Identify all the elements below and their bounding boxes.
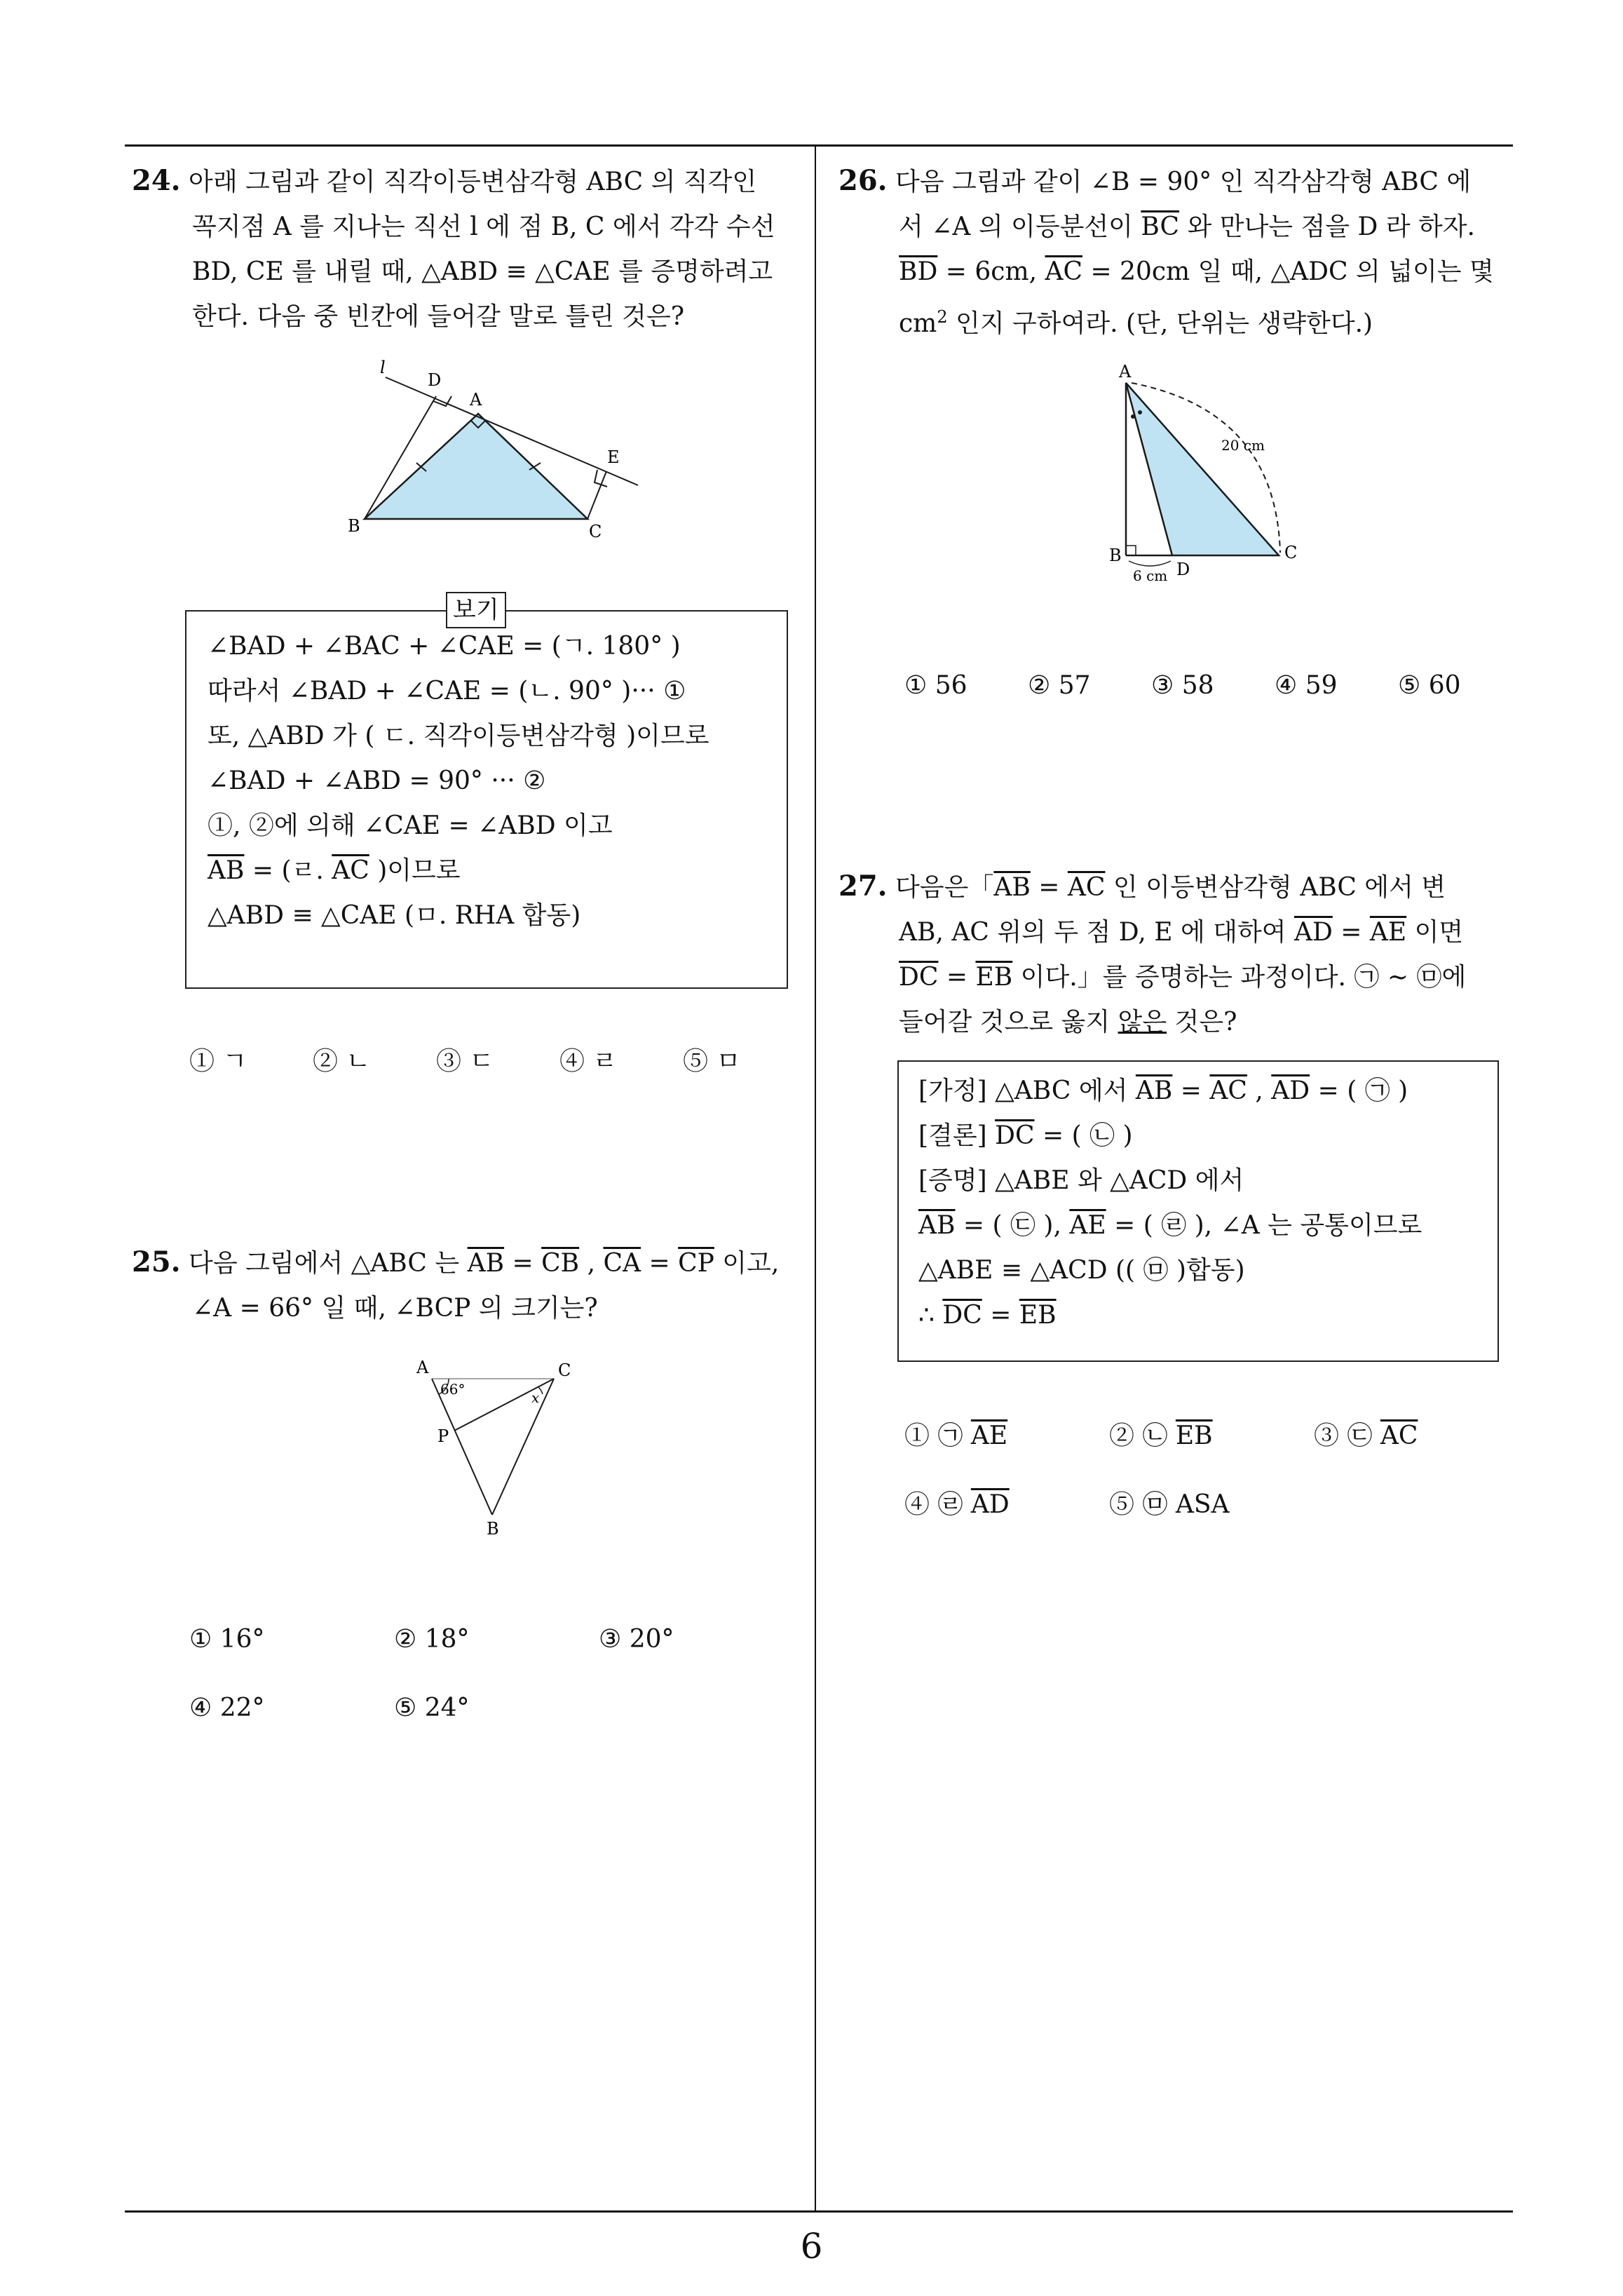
question-26: 26. 다음 그림과 같이 ∠B = 90° 인 직각삼각형 ABC 에 서 ∠A 의 이등분선이 $\overline{BC}$ 와 만나는 점을 D 라 하자. $\overline{BD} = 6cm$, $\overline{AC} = 20cm$ 일 때, △ADC 의 넓이는 몇 $cm^2$ 인지 구하여라. (단, 단위는 생략한다.) bbox=[838, 158, 1512, 346]
option-4[interactable]: ④ ㄹ bbox=[559, 1047, 618, 1076]
option-3[interactable]: ③ ㉢ $\overline{AC}$ bbox=[1314, 1422, 1418, 1450]
option-1[interactable]: ① ㉠ $\overline{AE}$ bbox=[904, 1422, 1008, 1450]
label-a: A bbox=[416, 1358, 429, 1377]
question-25: 25. 다음 그림에서 △ABC 는 $\overline{AB} = \overline{CB}$ , $\overline{CA} = \overline{CP}$ 이고, ∠A = 66° 일 때, ∠BCP 의 크기는? bbox=[132, 1240, 805, 1331]
question-text-line: 아래 그림과 같이 직각이등변삼각형 ABC 의 직각인 bbox=[189, 168, 757, 196]
box-line: △ABE ≡ △ACD (( ㉤ )합동) bbox=[918, 1256, 1245, 1285]
box-line: $\overline{AB}$ = (ㄹ. $\overline{AC}$ )이므로 bbox=[208, 856, 461, 885]
label-c: C bbox=[589, 522, 602, 541]
option-3[interactable]: ③ 58 bbox=[1151, 671, 1214, 700]
label-b: B bbox=[487, 1519, 499, 1539]
label-c: C bbox=[558, 1360, 571, 1380]
angle-dot-1 bbox=[1131, 414, 1135, 419]
option-4[interactable]: ④ 59 bbox=[1275, 671, 1338, 700]
page-number: 6 bbox=[800, 2226, 823, 2267]
label-b: B bbox=[348, 516, 360, 536]
label-p: P bbox=[437, 1426, 449, 1446]
brace-bd bbox=[1129, 561, 1171, 566]
bottom-rule bbox=[125, 2210, 1513, 2213]
q26-figure bbox=[1101, 362, 1325, 586]
triangle-adc bbox=[1126, 383, 1279, 555]
question-text-line: $\overline{BD} = 6cm$, $\overline{AC} = 20cm$ 일 때, △ADC 의 넓이는 몇 bbox=[899, 257, 1494, 286]
column-divider bbox=[815, 144, 816, 2212]
question-text-line: 한다. 다음 중 빈칸에 들어갈 말로 틀린 것은? bbox=[192, 302, 685, 331]
question-24 bbox=[132, 158, 805, 339]
box-line: ①, ②에 의해 ∠CAE = ∠ABD 이고 bbox=[208, 811, 613, 840]
label-l: l bbox=[380, 358, 386, 377]
option-2[interactable]: ② ㉡ $\overline{EB}$ bbox=[1109, 1422, 1213, 1450]
label-20cm: 20 cm bbox=[1221, 437, 1265, 454]
option-5[interactable]: ⑤ ㅁ bbox=[683, 1047, 741, 1076]
label-x: x bbox=[531, 1389, 540, 1406]
option-5[interactable]: ⑤ 24° bbox=[394, 1694, 470, 1722]
label-66: 66° bbox=[440, 1381, 466, 1398]
label-a: A bbox=[1119, 362, 1132, 381]
option-5[interactable]: ⑤ 60 bbox=[1398, 671, 1461, 700]
option-2[interactable]: ② 18° bbox=[394, 1625, 470, 1654]
question-number: 24. bbox=[132, 164, 181, 197]
question-text-line: ∠A = 66° 일 때, ∠BCP 의 크기는? bbox=[192, 1294, 598, 1323]
box-line: [가정] △ABC 에서 $\overline{AB} = \overline{AC}$ , $\overline{AD}$ = ( ㉠ ) bbox=[918, 1076, 1408, 1105]
label-e: E bbox=[607, 447, 620, 467]
angle-dot-2 bbox=[1138, 410, 1142, 414]
question-number: 25. bbox=[132, 1245, 181, 1278]
question-text-line: AB, AC 위의 두 점 D, E 에 대하여 $\overline{AD} = \overline{AE}$ 이면 bbox=[899, 918, 1464, 947]
option-4[interactable]: ④ 22° bbox=[189, 1694, 265, 1722]
label-c: C bbox=[1284, 543, 1298, 562]
q27-proof-box bbox=[897, 1060, 1499, 1362]
q24-figure bbox=[337, 358, 659, 547]
question-text-line: $\overline{DC} = \overline{EB}$ 이다.」를 증명하는 과정이다. ㉠ ~ ㉤에 bbox=[899, 963, 1467, 992]
label-d: D bbox=[428, 370, 442, 390]
option-4[interactable]: ④ ㉣ $\overline{AD}$ bbox=[904, 1490, 1010, 1519]
box-line: 또, △ABD 가 ( ㄷ. 직각이등변삼각형 )이므로 bbox=[208, 722, 709, 750]
option-3[interactable]: ③ ㄷ bbox=[436, 1047, 494, 1076]
question-27: 27. 다음은「$\overline{AB} = \overline{AC}$ 인 이등변삼각형 ABC 에서 변 AB, AC 위의 두 점 D, E 에 대하여 $\overline{AD} = \overline{AE}$ 이면 $\overline{DC} = \overline{EB}$ 이다.」를 증명하는 과정이다. ㉠ ~ ㉤에 들어갈 것으로 옳지 않은 것은? bbox=[838, 864, 1512, 1045]
segment-ab bbox=[432, 1379, 492, 1515]
box-line: [결론] $\overline{DC}$ = ( ㉡ ) bbox=[918, 1121, 1133, 1150]
box-line: ∠BAD + ∠ABD = 90° ··· ② bbox=[208, 767, 546, 795]
label-d: D bbox=[1176, 560, 1190, 579]
segment-cb bbox=[492, 1379, 554, 1515]
box-line: △ABD ≡ △CAE (ㅁ. RHA 합동) bbox=[208, 901, 581, 930]
option-1[interactable]: ① 16° bbox=[189, 1625, 265, 1654]
top-rule bbox=[125, 144, 1513, 147]
option-3[interactable]: ③ 20° bbox=[599, 1625, 674, 1654]
option-5[interactable]: ⑤ ㉤ ASA bbox=[1109, 1490, 1230, 1519]
question-number: 27. bbox=[838, 870, 888, 903]
q24-example-box bbox=[185, 610, 788, 989]
label-6cm: 6 cm bbox=[1133, 567, 1168, 584]
option-2[interactable]: ② ㄴ bbox=[313, 1047, 371, 1076]
right-angle-mark-b bbox=[1126, 546, 1136, 555]
question-number: 26. bbox=[838, 164, 888, 197]
question-text-line: 서 ∠A 의 이등분선이 $\overline{BC}$ 와 만나는 점을 D 라 하자. bbox=[899, 212, 1475, 241]
option-1[interactable]: ① 56 bbox=[904, 671, 967, 700]
box-line: ∠BAD + ∠BAC + ∠CAE = (ㄱ. 180° ) bbox=[208, 632, 681, 661]
question-text-line: $cm^2$ 인지 구하여라. (단, 단위는 생략한다.) bbox=[899, 307, 1373, 338]
option-1[interactable]: ① ㄱ bbox=[189, 1047, 247, 1076]
box-line: [증명] △ABE 와 △ACD 에서 bbox=[918, 1166, 1244, 1195]
option-2[interactable]: ② 57 bbox=[1028, 671, 1091, 700]
label-a: A bbox=[470, 390, 482, 410]
box-line: ∴ $\overline{DC} = \overline{EB}$ bbox=[918, 1301, 1057, 1330]
question-text-line: 들어갈 것으로 옳지 않은 것은? bbox=[899, 1008, 1237, 1036]
box-line: 따라서 ∠BAD + ∠CAE = (ㄴ. 90° )··· ① bbox=[208, 677, 686, 705]
question-text-line: BD, CE 를 내릴 때, △ABD ≡ △CAE 를 증명하려고 bbox=[192, 257, 773, 286]
q25-figure bbox=[407, 1346, 589, 1543]
question-text-line: 꼭지점 A 를 지나는 직선 l 에 점 B, C 에서 각각 수선 bbox=[192, 212, 775, 241]
label-b: B bbox=[1109, 546, 1122, 565]
box-title: 보기 bbox=[446, 592, 506, 628]
triangle-abc bbox=[365, 414, 588, 519]
box-line: $\overline{AB}$ = ( ㉢ ), $\overline{AE}$ = ( ㉣ ), ∠A 는 공통이므로 bbox=[918, 1211, 1422, 1240]
segment-ce bbox=[588, 471, 606, 519]
